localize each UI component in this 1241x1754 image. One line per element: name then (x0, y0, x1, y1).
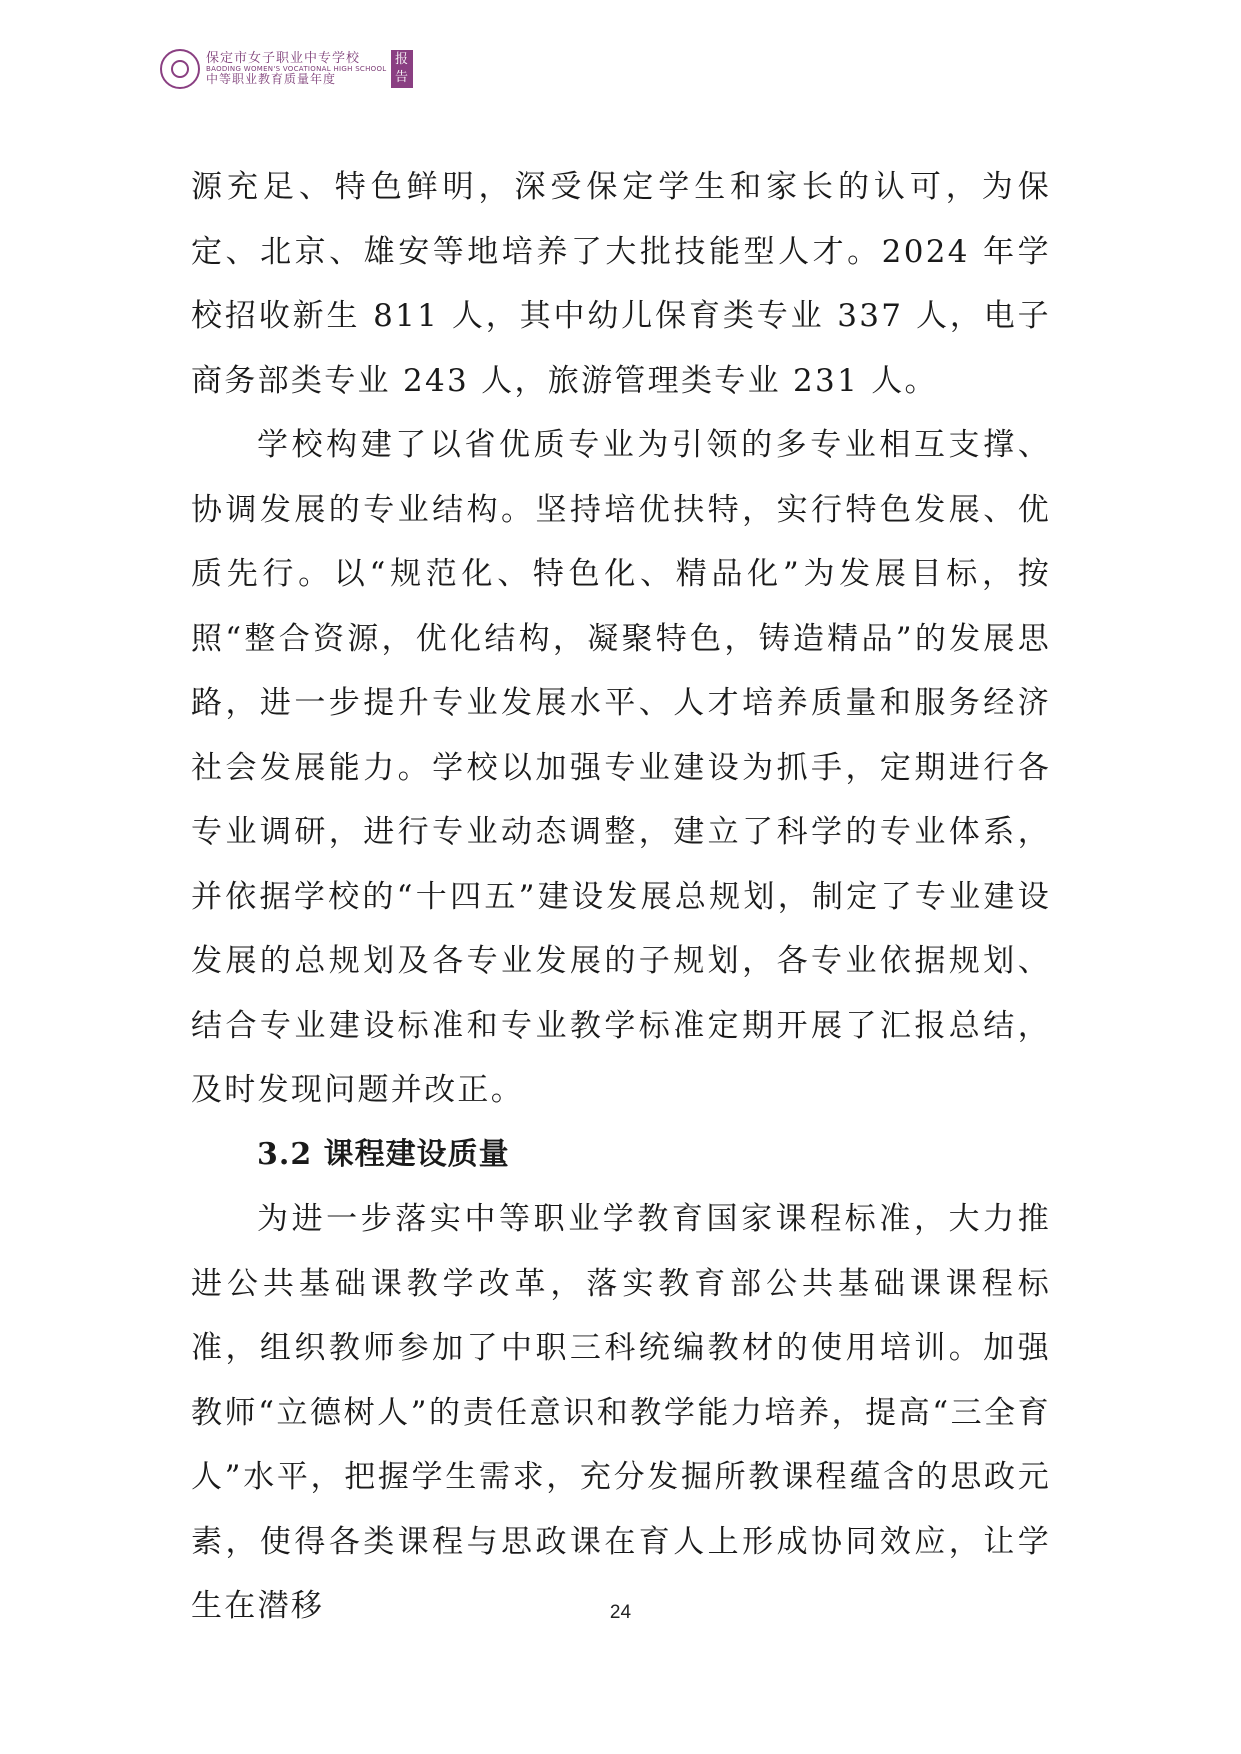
section-heading: 3.2 课程建设质量 (257, 1136, 510, 1172)
school-logo-text (206, 52, 387, 86)
school-name-en: BAODING WOMEN'S VOCATIONAL HIGH SCHOOL (206, 64, 387, 73)
paragraph-enrollment: 源充足、特色鲜明，深受保定学生和家长的认可，为保定、北京、雄安等地培养了大批技能型人才。2024 年学校招收新生 811 人，其中幼儿保育类专业 337 人，电子商务部类专业 243 人，旅游管理类专业 231 人。 (191, 169, 1051, 399)
page-body (191, 155, 1051, 1639)
school-name: 保定市女子职业中专学校 (206, 51, 361, 67)
paragraph-curriculum: 为进一步落实中等职业学教育国家课程标准，大力推进公共基础课教学改革，落实教育部公共基础课课程标准，组织教师参加了中职三科统编教材的使用培训。加强教师“立德树人”的责任意识和教学能力培养，提高“三全育人”水平，把握学生需求，充分发掘所教课程蕴含的思政元素，使得各类课程与思政课在育人上形成协同效应，让学生在潜移 (191, 1201, 1051, 1624)
school-emblem-icon (160, 49, 200, 89)
paragraph-major-structure: 学校构建了以省优质专业为引领的多专业相互支撑、协调发展的专业结构。坚持培优扶特，实行特色发展、优质先行。以“规范化、特色化、精品化”为发展目标，按照“整合资源，优化结构，凝聚特色，铸造精品”的发展思路，进一步提升专业发展水平、人才培养质量和服务经济社会发展能力。学校以加强专业建设为抓手，定期进行各专业调研，进行专业动态调整，建立了科学的专业体系，并依据学校的“十四五”建设发展总规划，制定了专业建设发展的总规划及各专业发展的子规划，各专业依据规划、结合专业建设标准和专业教学标准定期开展了汇报总结，及时发现问题并改正。 (191, 427, 1051, 1108)
report-title: 中等职业教育质量年度 (206, 72, 337, 87)
page-number: 24 (609, 1602, 632, 1623)
report-badge-char-2: 告 (395, 70, 409, 85)
report-badge (391, 50, 413, 88)
page-header (160, 44, 413, 94)
report-badge-char-1: 报 (395, 52, 409, 67)
